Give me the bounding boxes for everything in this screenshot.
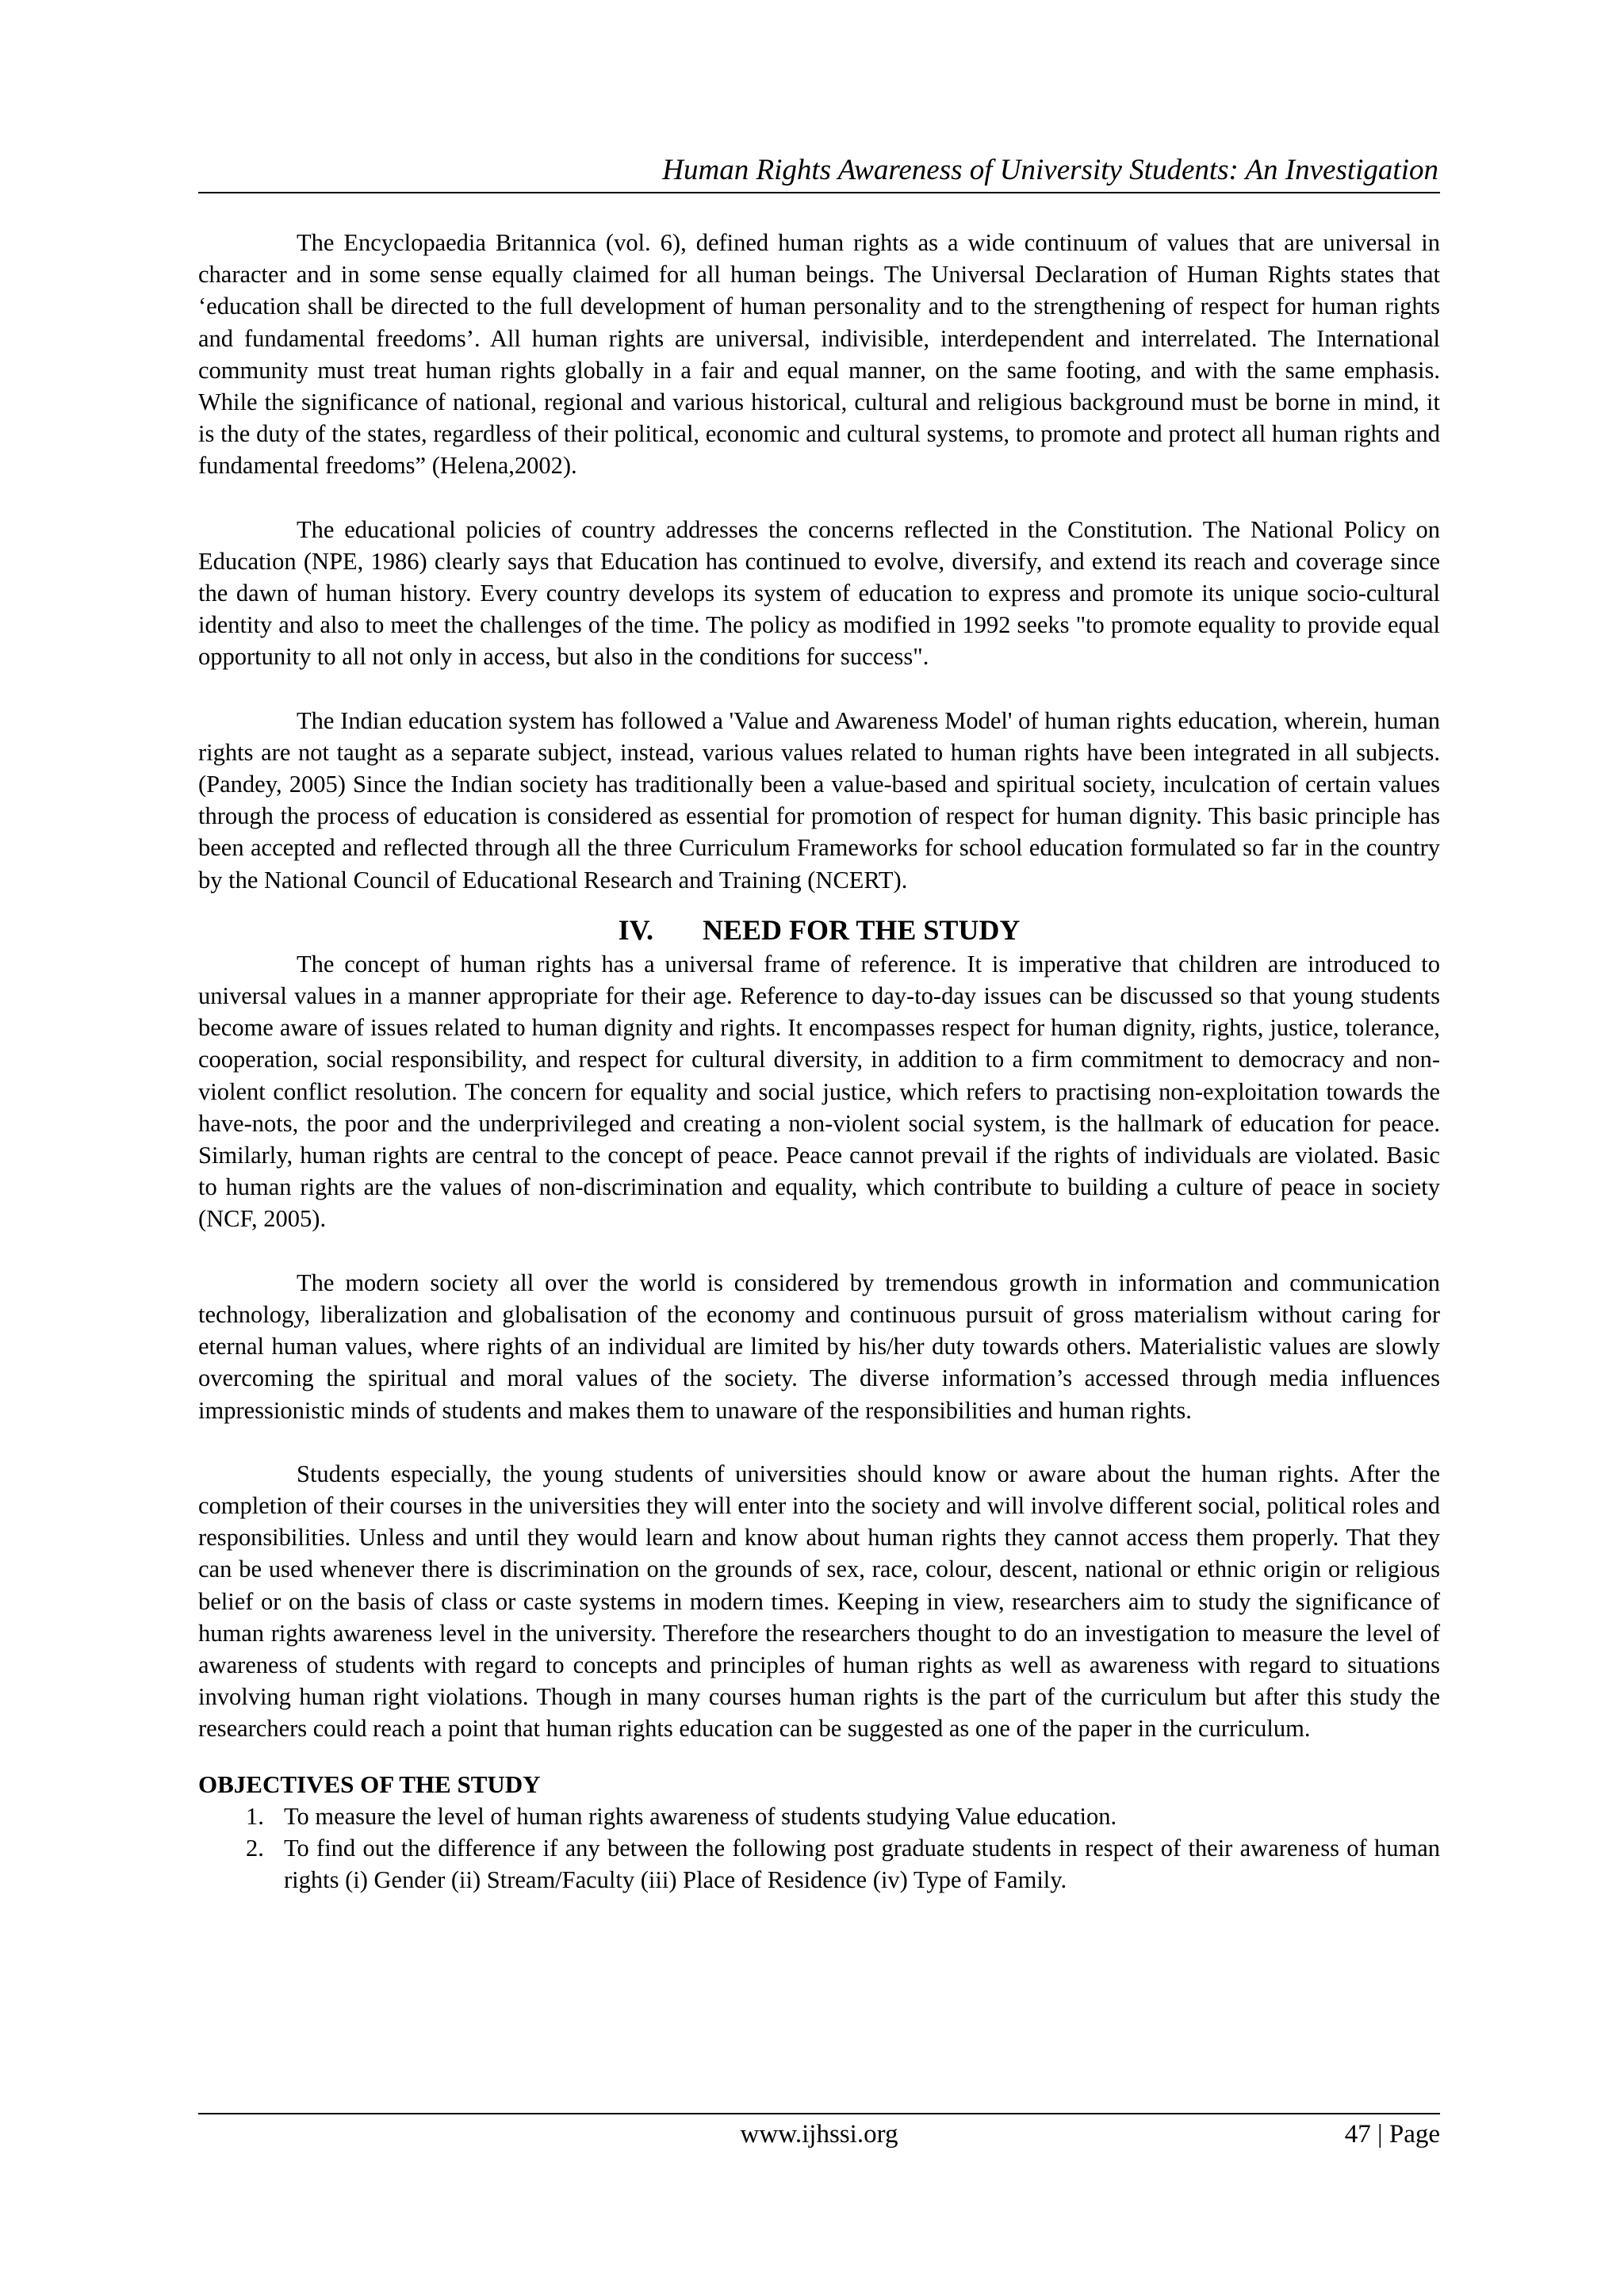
running-title: Human Rights Awareness of University Students: An Investigation [662,154,1438,186]
section-title: NEED FOR THE STUDY [702,913,1021,946]
paragraph-education-policy: The educational policies of country addresses the concerns reflected in the Constitution. The National Policy on Education (NPE, 1986) clearly says that Education has continued to evolve, diversify, and extend its reach and coverage since the dawn of human history. Every country develops its system of education to express and promote its unique socio-cultural identity and also to meet the challenges of the time. The policy as modified in 1992 seeks "to promote equality to provide equal opportunity to all not only in access, but also in the conditions for success". [198,515,1440,671]
paragraph-britannica: The Encyclopaedia Britannica (vol. 6), defined human rights as a wide continuum of values that are universal in character and in some sense equally claimed for all human beings. The Universal Declaration of Human Rights states that ‘education shall be directed to the full development of human personality and to the strengthening of respect for human rights and fundamental freedoms’. All human rights are universal, indivisible, interdependent and interrelated. The International community must treat human rights globally in a fair and equal manner, on the same footing, and with the same emphasis. While the significance of national, regional and various historical, cultural and religious background must be borne in mind, it is the duty of the states, regardless of their political, economic and cultural systems, to promote and protect all human rights and fundamental freedoms” (Helena,2002). [198,229,1440,480]
section-heading-need [198,912,1440,948]
paragraph-concept: The concept of human rights has a universal frame of reference. It is imperative that children are introduced to universal values in a manner appropriate for their age. Reference to day-to-day issues can be discussed so that young students become aware of issues related to human dignity and rights. It encompasses respect for human dignity, rights, justice, tolerance, cooperation, social responsibility, and respect for cultural diversity, in addition to a firm commitment to democracy and non-violent conflict resolution. The concern for equality and social justice, which refers to practising non-exploitation towards the have-nots, the poor and the underprivileged and creating a non-violent social system, is the hallmark of education for peace. Similarly, human rights are central to the concept of peace. Peace cannot prevail if the rights of individuals are violated. Basic to human rights are the values of non-discrimination and equality, which contribute to building a culture of peace in society (NCF, 2005). [198,950,1440,1233]
list-item-text: To find out the difference if any between the following post graduate students in respect of their awareness of human rights (i) Gender (ii) Stream/Faculty (iii) Place of Residence (iv) Type of Family. [284,1834,1440,1893]
objectives-list [198,1800,1440,1896]
paragraph-students: Students especially, the young students of universities should know or aware about the human rights. After the completion of their courses in the universities they will enter into the society and will involve different social, political roles and responsibilities. Unless and until they would learn and know about human rights they cannot access them properly. That they can be used whenever there is discrimination on the grounds of sex, race, colour, descent, national or ethnic origin or religious belief or on the basis of class or caste systems in modern times. Keeping in view, researchers aim to study the significance of human rights awareness level in the university. Therefore the researchers thought to do an investigation to measure the level of awareness of students with regard to concepts and principles of human rights as well as awareness with regard to situations involving human right violations. Though in many courses human rights is the part of the curriculum but after this study the researchers could reach a point that human rights education can be suggested as one of the paper in the curriculum. [198,1460,1440,1743]
paragraph-modern-society: The modern society all over the world is considered by tremendous growth in information and communication technology, liberalization and globalisation of the economy and continuous pursuit of gross materialism without caring for eternal human values, where rights of an individual are limited by his/her duty towards others. Materialistic values are slowly overcoming the spiritual and moral values of the society. The diverse information’s accessed through media influences impressionistic minds of students and makes them to unaware of the responsibilities and human rights. [198,1269,1440,1424]
list-marker: 1. [246,1802,264,1830]
list-item-text: To measure the level of human rights awareness of students studying Value education. [284,1802,1117,1830]
page-footer [198,2113,1440,2154]
list-item [198,1832,1440,1896]
header-rule [198,192,1440,193]
body-text [198,227,1440,1896]
list-marker: 2. [246,1834,264,1862]
objectives-heading: OBJECTIVES OF THE STUDY [198,1770,541,1798]
page [198,151,1440,1896]
section-number: IV. [618,913,653,946]
footer-url: www.ijhssi.org [740,2120,898,2149]
list-item [198,1800,1440,1832]
page-number: 47 | Page [1344,2120,1440,2149]
paragraph-indian-education: The Indian education system has followed a 'Value and Awareness Model' of human rights education, wherein, human rights are not taught as a separate subject, instead, various values related to human rights have been integrated in all subjects. (Pandey, 2005) Since the Indian society has traditionally been a value-based and spiritual society, inculcation of certain values through the process of education is considered as essential for promotion of respect for human dignity. This basic principle has been accepted and reflected through all the three Curriculum Frameworks for school education formulated so far in the country by the National Council of Educational Research and Training (NCERT). [198,706,1440,894]
